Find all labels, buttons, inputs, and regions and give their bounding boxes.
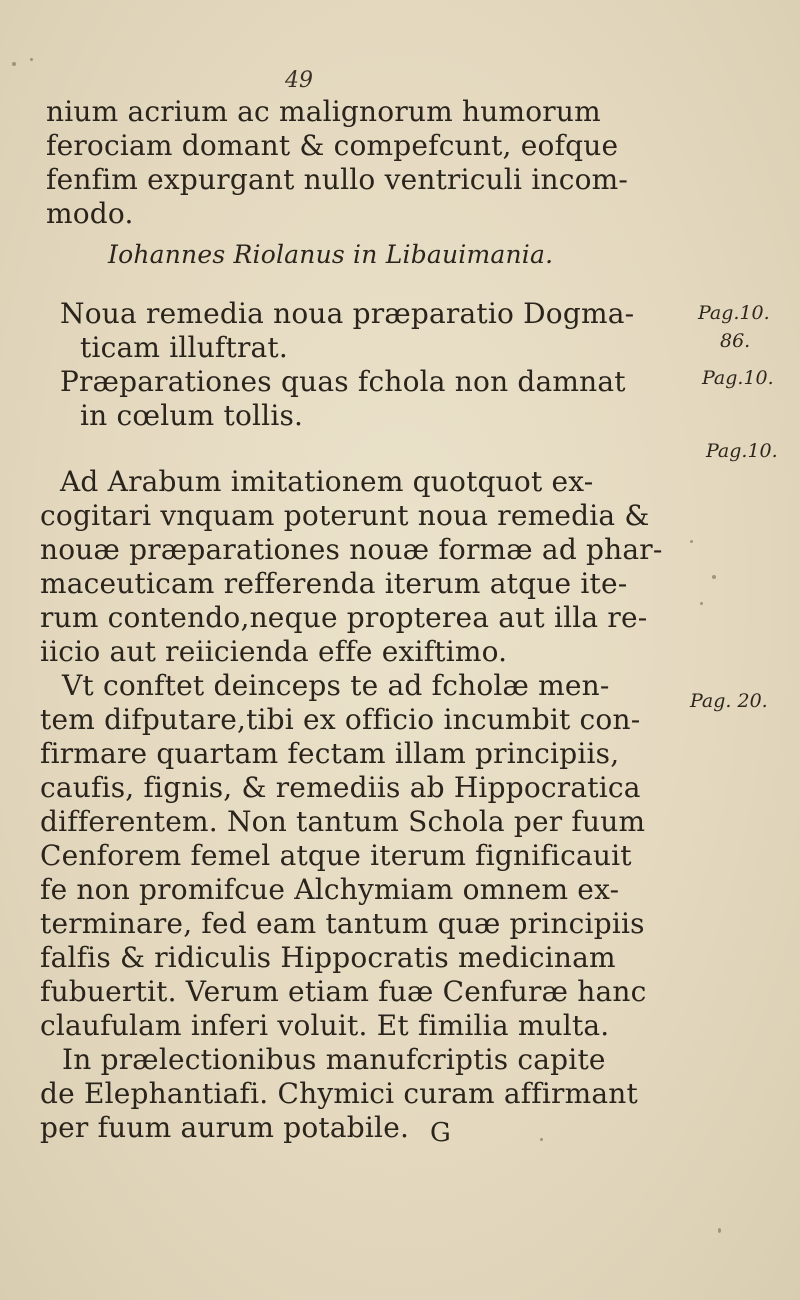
text-line-19: caufis, fignis, & remediis ab Hippocratica xyxy=(40,771,641,804)
author-citation: Iohannes Riolanus in Libauimania. xyxy=(108,240,554,269)
text-line-28: de Elephantiafi. Chymici curam affirmant xyxy=(40,1077,638,1110)
text-line-15: iicio aut reiicienda effe exiftimo. xyxy=(40,635,508,668)
text-line-4: modo. xyxy=(46,197,134,230)
text-line-27: In prælectionibus manufcriptis capite xyxy=(62,1043,606,1076)
margin-note-5: Pag. 20. xyxy=(690,690,768,712)
signature-mark: G xyxy=(430,1118,451,1148)
text-line-12: nouæ præparationes nouæ formæ ad phar- xyxy=(40,533,663,566)
text-line-16: Vt conftet deinceps te ad fcholæ men- xyxy=(62,669,610,702)
text-line-1: nium acrium ac malignorum humorum xyxy=(46,95,601,128)
paper-speck xyxy=(718,1228,721,1233)
paper-speck xyxy=(712,575,716,579)
text-line-17: tem difputare,tibi ex officio incumbit con- xyxy=(40,703,641,736)
text-line-7: ticam illuftrat. xyxy=(80,331,288,364)
text-line-3: fenfim expurgant nullo ventriculi incom- xyxy=(46,163,629,196)
text-line-11: cogitari vnquam poterunt noua remedia & xyxy=(40,499,650,532)
text-line-24: falfis & ridiculis Hippocratis medicinam xyxy=(40,941,616,974)
paper-speck xyxy=(700,602,703,605)
margin-note-1: Pag.10. xyxy=(698,302,770,324)
text-line-21: Cenforem femel atque iterum fignificauit xyxy=(40,839,632,872)
text-line-6: Noua remedia noua præparatio Dogma- xyxy=(60,297,635,330)
margin-note-4: Pag.10. xyxy=(706,440,778,462)
text-line-26: claufulam inferi voluit. Et fimilia multa. xyxy=(40,1009,610,1042)
text-line-29: per fuum aurum potabile. xyxy=(40,1111,410,1144)
paper-speck xyxy=(540,1138,543,1141)
text-line-14: rum contendo,neque propterea aut illa re- xyxy=(40,601,648,634)
text-line-13: maceuticam refferenda iterum atque ite- xyxy=(40,567,628,600)
page-number: 49 xyxy=(285,68,313,93)
text-line-8: Præparationes quas fchola non damnat xyxy=(60,365,626,398)
text-line-22: fe non promifcue Alchymiam omnem ex- xyxy=(40,873,620,906)
text-line-18: firmare quartam fectam illam principiis, xyxy=(40,737,620,770)
text-line-9: in cœlum tollis. xyxy=(80,399,304,432)
paper-speck xyxy=(690,540,693,543)
text-line-20: differentem. Non tantum Schola per fuum xyxy=(40,805,646,838)
text-line-23: terminare, fed eam tantum quæ principiis xyxy=(40,907,645,940)
text-line-25: fubuertit. Verum etiam fuæ Cenfuræ hanc xyxy=(40,975,647,1008)
margin-note-3: Pag.10. xyxy=(702,367,774,389)
margin-note-2: 86. xyxy=(720,330,751,352)
paper-speck xyxy=(30,58,33,61)
text-line-10: Ad Arabum imitationem quotquot ex- xyxy=(60,465,594,498)
text-line-2: ferociam domant & compefcunt, eofque xyxy=(46,129,619,162)
paper-speck xyxy=(12,62,16,66)
